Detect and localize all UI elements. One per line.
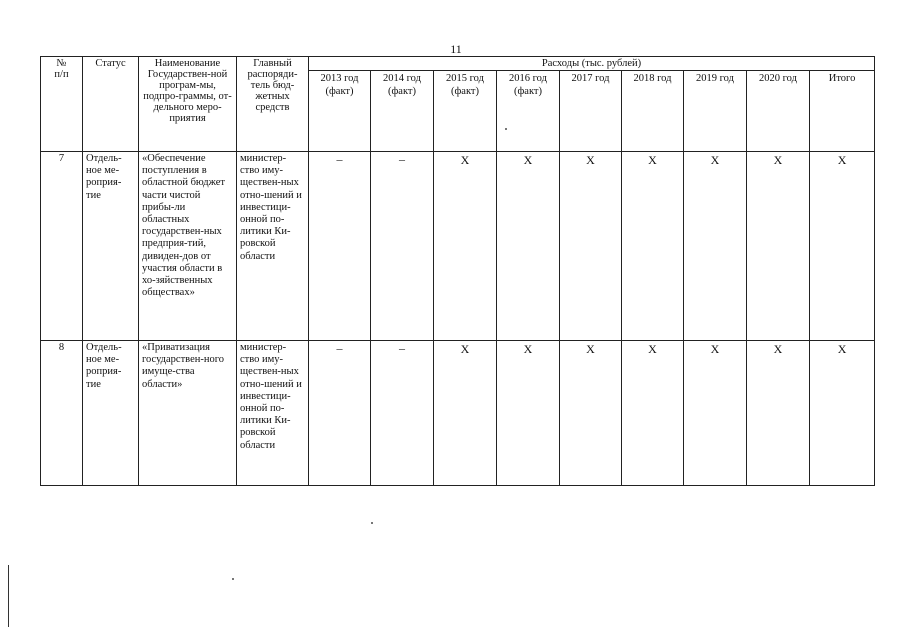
year-note: (факт)	[325, 86, 354, 97]
value-2013: –	[309, 152, 371, 341]
year-label: 2014 год	[383, 73, 421, 84]
page-number: 11	[450, 42, 462, 56]
value-total: Х	[810, 341, 875, 486]
row-manager: министер-ство иму-ществен-ных отно-шений и инвестици-онной по-литики Ки-ровской области	[237, 152, 309, 341]
value-total: Х	[810, 152, 875, 341]
value-2018: Х	[622, 152, 684, 341]
header-num-line1: №	[56, 58, 67, 69]
year-label: 2019 год	[696, 73, 734, 84]
header-row-top	[41, 57, 875, 71]
row-manager: министер-ство иму-ществен-ных отно-шений и инвестици-онной по-литики Ки-ровской области	[237, 341, 309, 486]
value-2013: –	[309, 341, 371, 486]
value-2019: Х	[684, 152, 747, 341]
value-2017: Х	[560, 152, 622, 341]
value-2020: Х	[747, 341, 810, 486]
value-2015: Х	[434, 152, 497, 341]
header-year-2020	[747, 71, 810, 152]
header-name: Наименование Государствен-ной програм-мы, подпро-граммы, от-дельного меро-приятия	[139, 57, 237, 152]
header-expenses-group: Расходы (тыс. рублей)	[309, 57, 875, 71]
value-2014: –	[371, 341, 434, 486]
header-year-2014	[371, 71, 434, 152]
header-year-2013	[309, 71, 371, 152]
header-year-2019	[684, 71, 747, 152]
year-note: (факт)	[387, 86, 416, 97]
year-label: 2016 год	[509, 73, 547, 84]
header-total	[810, 71, 875, 152]
year-label: 2013 год	[320, 73, 359, 84]
budget-table	[40, 56, 875, 486]
year-note: (факт)	[513, 86, 542, 97]
header-num	[41, 57, 83, 152]
scan-speck	[232, 578, 234, 580]
header-year-2018	[622, 71, 684, 152]
header-manager: Главный распоряди-тель бюд-жетных средств	[237, 57, 309, 152]
year-label: 2015 год	[446, 73, 484, 84]
header-year-2016	[497, 71, 560, 152]
scan-margin-line	[8, 565, 9, 627]
table-row	[41, 341, 875, 486]
row-name: «Обеспечение поступления в областной бюджет части чистой прибы-ли областных государствен-ных предприя-тий, дивиден-дов от участия области в хо-зяйственных обществах»	[139, 152, 237, 341]
value-2019: Х	[684, 341, 747, 486]
year-label: 2018 год	[633, 73, 672, 84]
row-name: «Приватизация государствен-ного имуще-ства области»	[139, 341, 237, 486]
row-num: 7	[41, 152, 83, 341]
header-year-2017	[560, 71, 622, 152]
year-label: 2017 год	[571, 73, 610, 84]
value-2014: –	[371, 152, 434, 341]
value-2020: Х	[747, 152, 810, 341]
value-2016: Х	[497, 341, 560, 486]
value-2016: Х	[497, 152, 560, 341]
header-year-2015	[434, 71, 497, 152]
value-2015: Х	[434, 341, 497, 486]
header-status: Статус	[83, 57, 139, 152]
year-label: 2020 год	[759, 73, 797, 84]
value-2017: Х	[560, 341, 622, 486]
scan-speck	[371, 522, 373, 524]
row-status: Отдель-ное ме-роприя-тие	[83, 341, 139, 486]
year-label: Итого	[828, 73, 856, 84]
header-num-line2: п/п	[54, 69, 69, 80]
row-num: 8	[41, 341, 83, 486]
scan-speck	[505, 128, 507, 130]
year-note: (факт)	[450, 86, 479, 97]
row-status: Отдель-ное ме-роприя-тие	[83, 152, 139, 341]
table-row	[41, 152, 875, 341]
value-2018: Х	[622, 341, 684, 486]
